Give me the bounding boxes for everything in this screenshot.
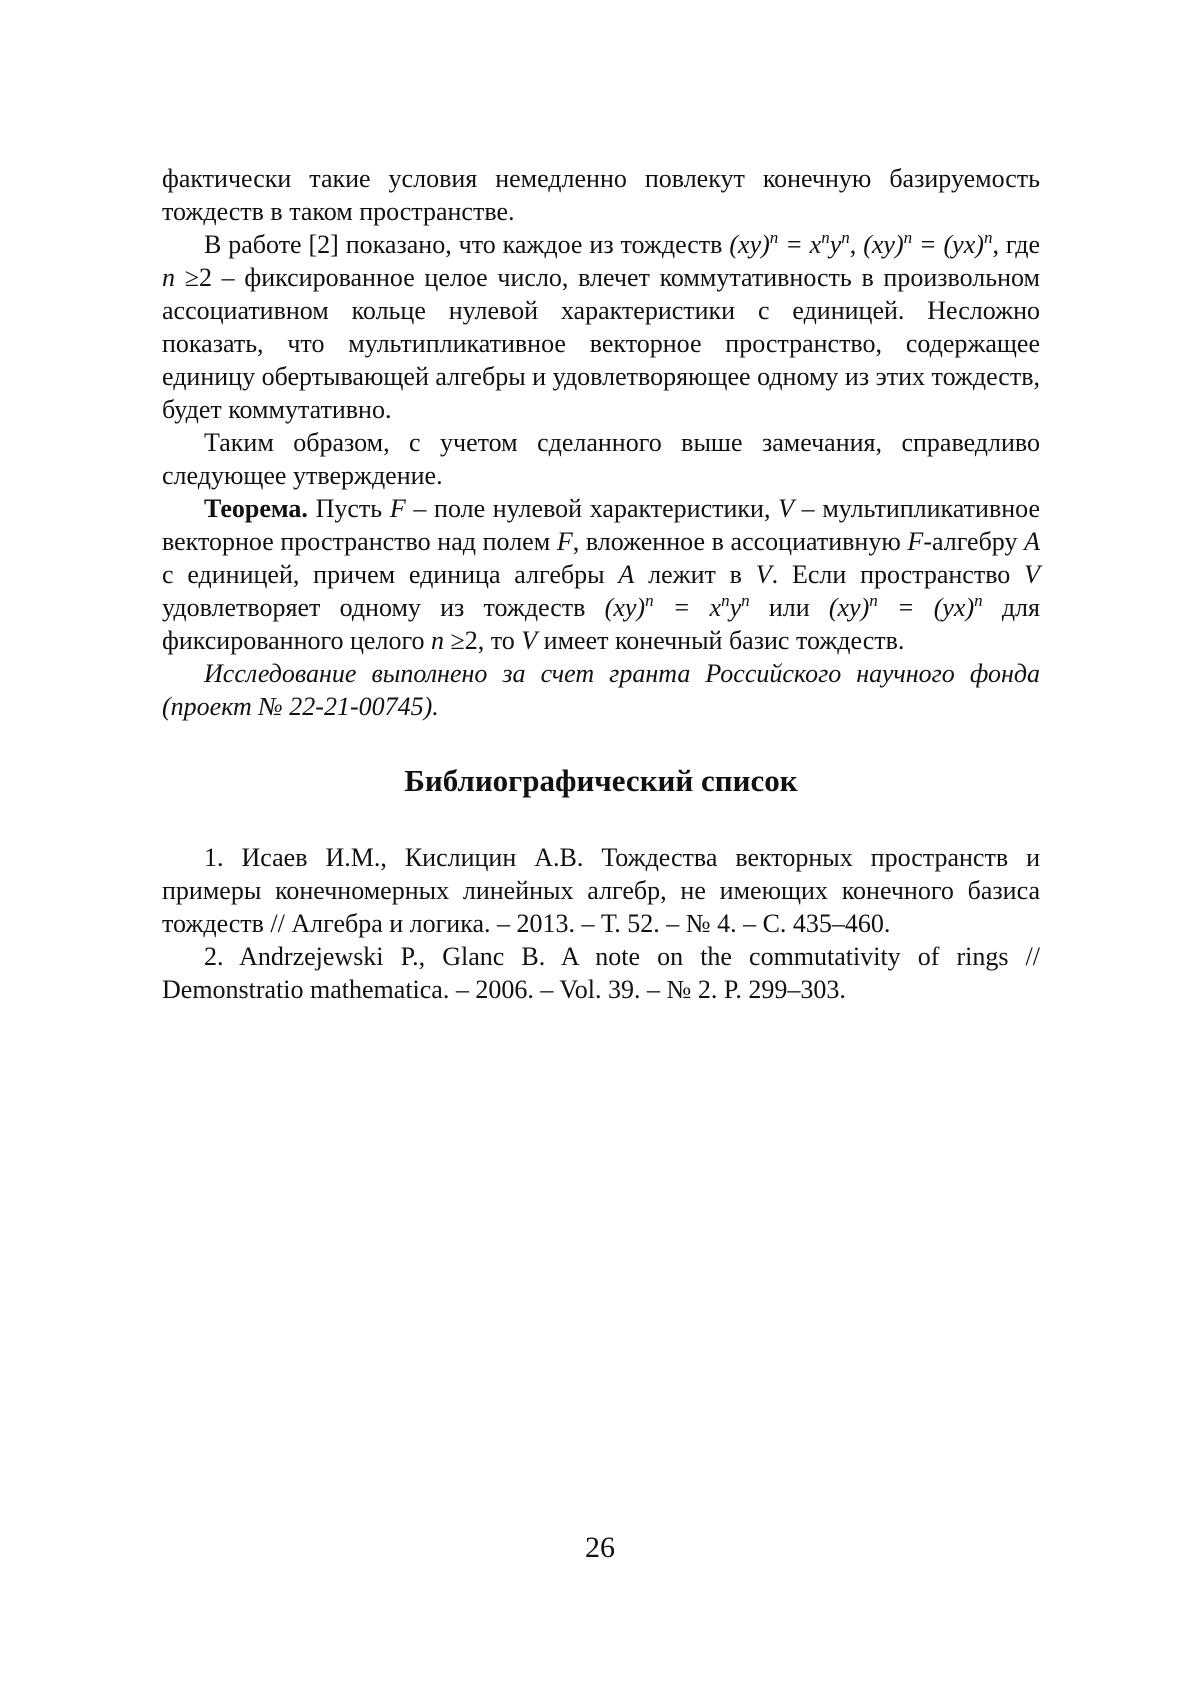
text-run: ≥2 – фиксированное целое число, влечет коммутативность в произвольном ассоциативном кольце нулевой характеристики с единицей. Несложно показать, что мультипликативное векторное пространство, содержащее единицу обертывающей алгебры и удовлетворяющее одному из этих тождеств, будет коммутативно. [162, 263, 1040, 424]
formula-2: (xy)n = (yx)n [829, 593, 983, 622]
grant-acknowledgement: Исследование выполнено за счет гранта Российского научного фонда (проект № 22-21-00745). [162, 657, 1040, 723]
page-number: 26 [0, 1530, 1200, 1566]
var-n: n [162, 263, 175, 292]
paragraph-commutativity [162, 228, 1040, 426]
formula-1: (xy)n = xnyn [729, 230, 849, 259]
bibliography-item: 2. Andrzejewski P., Glanc B. A note on the commutativity of rings // Demonstratio mathematica. – 2006. – Vol. 39. – № 2. P. 299–303. [162, 940, 1040, 1006]
formula-2: (xy)n = (yx)n [863, 230, 992, 259]
text-run: В работе [2] показано, что каждое из тождеств [204, 230, 729, 259]
paragraph-continuation: фактически такие условия немедленно повлекут конечную базируемость тождеств в таком пространстве. [162, 162, 1040, 228]
bibliography-title: Библиографический список [162, 761, 1040, 801]
text-run: , [850, 230, 863, 259]
page-body [162, 162, 1040, 1006]
text-run: , где [992, 230, 1040, 259]
theorem-label: Теорема. [204, 494, 308, 523]
bibliography-item: 1. Исаев И.М., Кислицин А.В. Тождества векторных пространств и примеры конечномерных линейных алгебр, не имеющих конечного базиса тождеств // Алгебра и логика. – 2013. – Т. 52. – № 4. – С. 435–460. [162, 841, 1040, 940]
formula-1: (xy)n = xnyn [605, 593, 750, 622]
theorem-paragraph: Теорема. Пусть F – поле нулевой характеристики, V – мультипликативное векторное пространство над полем F, вложенное в ассоциативную F-алгебру A с единицей, причем единица алгебры A лежит в V. Если пространство V удовлетворяет одному из тождеств (xy)n = xnyn или (xy)n = (yx)n для фиксированного целого n ≥2, то V имеет конечный базис тождеств. [162, 492, 1040, 657]
paragraph-conclusion: Таким образом, с учетом сделанного выше замечания, справедливо следующее утверждение. [162, 426, 1040, 492]
